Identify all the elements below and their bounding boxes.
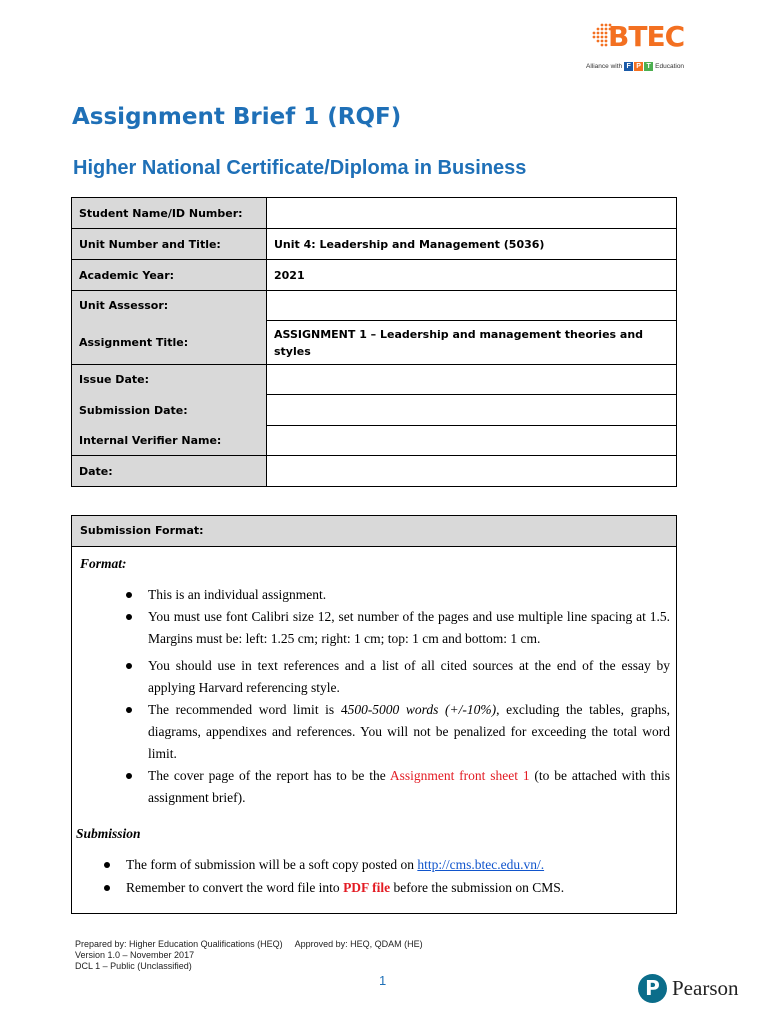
list-item xyxy=(124,699,670,765)
btec-brand-text: BTEC xyxy=(608,20,685,53)
format-heading: Format: xyxy=(80,556,127,571)
list-item xyxy=(102,877,672,899)
submission-date-label: Submission Date: xyxy=(72,395,267,426)
word-limit-range: 500-5000 words (+/-10%) xyxy=(347,702,497,717)
bullet-text: The form of submission will be a soft copy posted on xyxy=(126,857,418,872)
fpt-letter-t: T xyxy=(644,62,653,71)
date-value xyxy=(267,456,677,487)
list-item xyxy=(102,854,672,876)
table-row xyxy=(72,291,677,321)
verifier-label: Internal Verifier Name: xyxy=(72,426,267,456)
bullet-text: The cover page of the report has to be the xyxy=(148,768,390,783)
page-subtitle: Higher National Certificate/Diploma in Business xyxy=(73,157,527,179)
pearson-logo xyxy=(638,974,739,1003)
issue-date-value xyxy=(267,365,677,395)
bullet-text: Remember to convert the word file into xyxy=(126,880,344,895)
alliance-prefix: Alliance with xyxy=(586,63,623,70)
btec-logo xyxy=(586,20,696,82)
footer-version: Version 1.0 – November 2017 xyxy=(75,950,195,960)
submission-heading: Submission xyxy=(76,826,141,841)
list-item xyxy=(124,765,670,809)
bullet-text: (to be attached with this assignment brief). xyxy=(148,768,671,805)
fpt-logo xyxy=(624,62,653,71)
year-label: Academic Year: xyxy=(72,260,267,291)
table-row xyxy=(72,229,677,260)
fpt-letter-f: F xyxy=(624,62,633,71)
list-item xyxy=(124,584,670,606)
verifier-value xyxy=(267,426,677,456)
student-value xyxy=(267,198,677,229)
table-row xyxy=(72,395,677,426)
bullet-text: , excluding the tables, graphs, diagrams, appendixes and references. You will not be penalized for exceeding the total word limit. xyxy=(148,702,670,761)
table-row xyxy=(72,321,677,365)
assignment-title-label: Assignment Title: xyxy=(72,321,267,365)
table-row xyxy=(72,198,677,229)
footer-classification: DCL 1 – Public (Unclassified) xyxy=(75,961,192,971)
bullet-text: This is an individual assignment. xyxy=(148,587,327,602)
word-limit-digit: 4 xyxy=(340,702,348,717)
page-title: Assignment Brief 1 (RQF) xyxy=(72,104,402,130)
bullet-text: You should use in text references and a list of all cited sources at the end of the essay by applying Harvard referencing style. xyxy=(148,658,670,695)
front-sheet-highlight: Assignment front sheet 1 xyxy=(389,768,530,783)
table-row xyxy=(72,456,677,487)
list-item xyxy=(124,655,670,699)
list-item xyxy=(124,606,670,650)
submission-list xyxy=(102,854,672,899)
alliance-line xyxy=(586,62,684,71)
document-footer xyxy=(75,939,423,972)
pearson-wordmark: Pearson xyxy=(672,976,739,1000)
unit-value: Unit 4: Leadership and Management (5036) xyxy=(267,229,677,260)
pdf-highlight: PDF file xyxy=(343,880,391,895)
format-list xyxy=(124,584,670,809)
table-row xyxy=(72,260,677,291)
year-value: 2021 xyxy=(267,260,677,291)
date-label: Date: xyxy=(72,456,267,487)
page-number: 1 xyxy=(379,973,387,988)
submission-format-box xyxy=(71,515,677,914)
pearson-mark-icon: P xyxy=(638,974,667,1003)
assignment-title-value: ASSIGNMENT 1 – Leadership and management theories and styles xyxy=(267,321,677,365)
assignment-info-table xyxy=(71,197,677,487)
alliance-suffix: Education xyxy=(655,63,685,70)
bullet-text: The recommended word limit is xyxy=(148,702,341,717)
cms-link[interactable]: http://cms.btec.edu.vn/. xyxy=(417,857,545,872)
bullet-text: You must use font Calibri size 12, set number of the pages and use multiple line spacing at 1.5. Margins must be: left: 1.25 cm; right: 1 cm; top: 1 cm and bottom: 1 cm. xyxy=(148,609,670,646)
assessor-value xyxy=(267,291,677,321)
footer-prepared-by: Prepared by: Higher Education Qualifications (HEQ) Approved by: HEQ, QDAM (HE) xyxy=(75,939,423,949)
submission-format-header: Submission Format: xyxy=(72,516,676,547)
table-row xyxy=(72,365,677,395)
unit-label: Unit Number and Title: xyxy=(72,229,267,260)
table-row xyxy=(72,426,677,456)
student-label: Student Name/ID Number: xyxy=(72,198,267,229)
bullet-text: before the submission on CMS. xyxy=(390,880,565,895)
submission-date-value xyxy=(267,395,677,426)
fpt-letter-p: P xyxy=(634,62,643,71)
issue-date-label: Issue Date: xyxy=(72,365,267,395)
assessor-label: Unit Assessor: xyxy=(72,291,267,321)
